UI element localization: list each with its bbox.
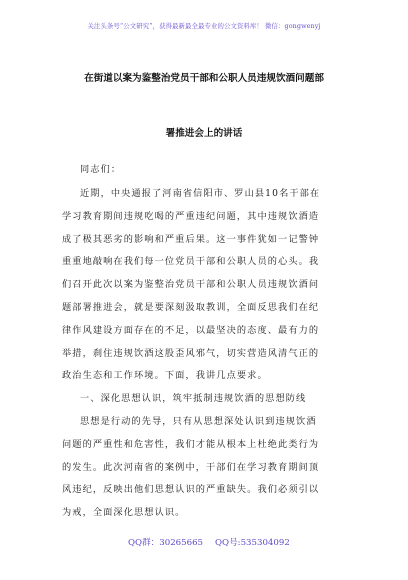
text-line: 风违纪，反映出他们思想认识的严重缺失。我们必须引以	[62, 484, 320, 496]
text-line: 题部署推进会，就是要深刻汲取教训，全面反思我们在纪	[62, 301, 320, 313]
section-1-heading: 一、深化思想认识，筑牢抵制违规饮酒的思想防线	[80, 393, 307, 404]
text-line: 们召开此次以案为鉴整治党员干部和公职人员违规饮酒问	[62, 279, 320, 291]
text-line: 举措，刹住违规饮酒这股歪风邪气，切实营造风清气正的	[62, 347, 320, 359]
header-promo-note: 关注头条号“公文研究”，获得最新最全最专业的公文资料库！ 微信：gongwenyj	[87, 22, 321, 30]
text-line: 学习教育期间违规吃喝的严重违纪问题，其中违规饮酒造	[62, 210, 320, 222]
text-line: 成了极其恶劣的影响和严重后果。这一事件犹如一记警钟	[62, 233, 320, 245]
text-line: 思想是行动的先导，只有从思想深处认识到违规饮酒	[80, 416, 317, 427]
document-title-line-1: 在街道以案为鉴整治党员干部和公职人员违规饮酒问题部	[84, 73, 324, 84]
salutation: 同志们：	[80, 164, 122, 175]
text-line: 律作风建设方面存在的不足，以最坚决的态度、最有力的	[62, 324, 320, 336]
qq-group-number: QQ群：30265665	[128, 538, 204, 548]
text-line: 的发生。此次河南省的案例中，干部们在学习教育期间顶	[62, 461, 320, 473]
text-line: 为戒，全面深化思想认识。	[62, 507, 186, 519]
text-line: 问题的严重性和危害性，我们才能从根本上杜绝此类行为	[62, 438, 320, 450]
document-title-line-2: 署推进会上的讲话	[165, 128, 243, 139]
body-paragraph-2	[62, 411, 358, 525]
qq-number: QQ号:535304092	[215, 538, 290, 548]
text-line: 近期，中央通报了河南省信阳市、罗山县10名干部在	[80, 188, 321, 199]
body-paragraph-1	[62, 183, 358, 388]
text-line: 重重地敲响在我们每一位党员干部和公职人员的心头。我	[62, 256, 320, 268]
text-line: 政治生态和工作环境。下面，我讲几点要求。	[62, 370, 268, 382]
